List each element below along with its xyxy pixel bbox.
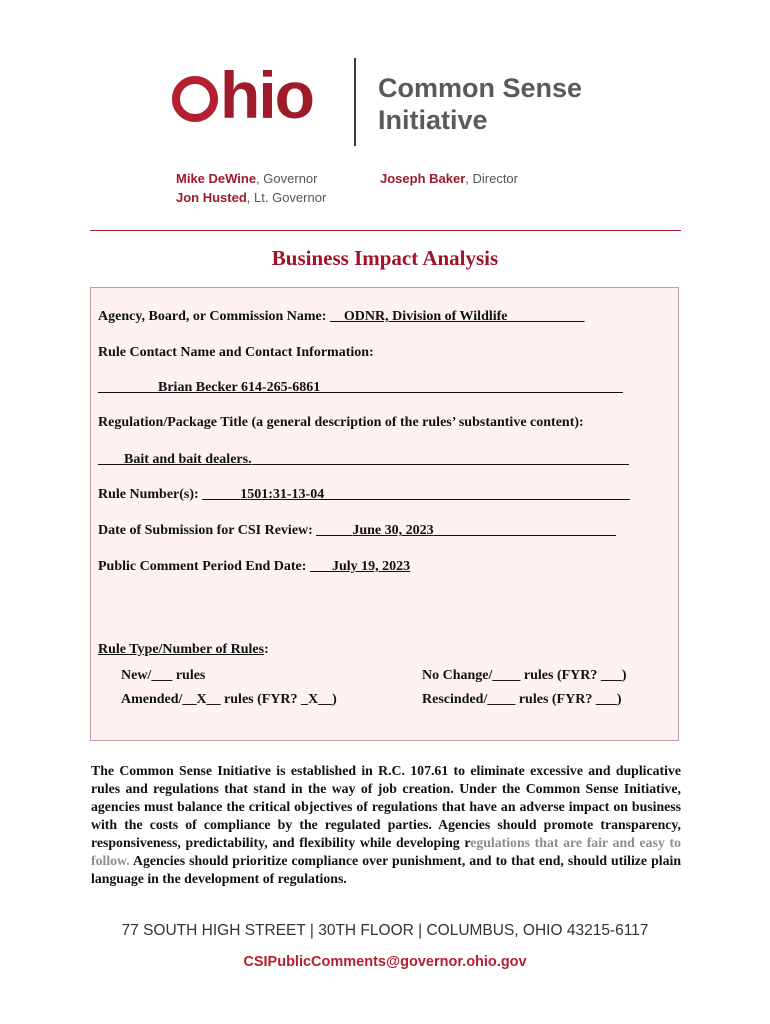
ohio-logo-text: hio bbox=[220, 58, 313, 132]
agency-label: Agency, Board, or Commission Name: bbox=[98, 309, 327, 324]
director-block bbox=[380, 169, 518, 188]
package-label: Regulation/Package Title (a general description of the rules’ substantive content): bbox=[98, 415, 584, 430]
governor-name: Mike DeWine bbox=[176, 171, 257, 186]
rule-numbers-suffix-line bbox=[324, 485, 630, 500]
submission-suffix-line bbox=[434, 521, 616, 536]
rule-numbers-field bbox=[98, 485, 630, 504]
agency-field bbox=[98, 308, 585, 326]
contact-field bbox=[98, 378, 623, 397]
package-prefix-line bbox=[98, 450, 124, 465]
governor-title: , Governor bbox=[256, 171, 318, 186]
submission-field bbox=[98, 521, 616, 540]
footer-email: CSIPublicComments@governor.ohio.gov bbox=[243, 954, 527, 970]
lt-governor-title: , Lt. Governor bbox=[246, 190, 327, 205]
comment-end-label: Public Comment Period End Date: bbox=[98, 559, 307, 574]
ohio-logo bbox=[172, 58, 313, 132]
new-rules: New/___ rules bbox=[121, 668, 206, 683]
rescinded-rules: Rescinded/____ rules (FYR? ___) bbox=[422, 692, 622, 707]
paragraph-main: The Common Sense Initiative is established in R.C. 107.61 to eliminate excessive and duplicative rules and regulations that stand in the way of job creation. Under the Common Sense Initiative, agencies must balance the critical objectives of regulations that have an adverse impact on business with the costs of compliance by the regulated parties. Agencies should promote transparency, responsiveness, predictability, and flexibility while developing r bbox=[91, 763, 681, 850]
footer-address: 77 SOUTH HIGH STREET | 30TH FLOOR | COLUMBUS, OHIO 43215-6117 bbox=[121, 922, 649, 939]
logo-divider bbox=[354, 58, 356, 146]
no-change-rules: No Change/____ rules (FYR? ___) bbox=[422, 668, 627, 683]
contact-suffix-line bbox=[320, 378, 623, 393]
lt-governor-name: Jon Husted bbox=[176, 190, 247, 205]
contact-prefix-line bbox=[98, 378, 158, 393]
amended-rules: Amended/__X__ rules (FYR? _X__) bbox=[121, 692, 337, 707]
package-value: Bait and bait dealers. bbox=[124, 452, 252, 467]
comment-end-value: July 19, 2023 bbox=[331, 559, 411, 574]
director-name: Joseph Baker bbox=[380, 171, 466, 186]
package-suffix-line bbox=[252, 450, 629, 465]
submission-prefix-line bbox=[316, 521, 352, 536]
rule-numbers-value: 1501:31-13-04 bbox=[240, 487, 325, 502]
rule-type-label: Rule Type/Number of Rules bbox=[98, 642, 265, 657]
header-rule bbox=[90, 230, 681, 231]
paragraph-faded: egulations that are fair and easy to follow. bbox=[91, 835, 681, 868]
rule-type-colon: : bbox=[264, 642, 269, 657]
rule-numbers-label: Rule Number(s): bbox=[98, 487, 199, 502]
csi-org-line1: Common Sense bbox=[378, 73, 583, 103]
governor-block bbox=[176, 169, 326, 207]
comment-end-prefix-line bbox=[310, 557, 332, 572]
agency-value bbox=[330, 309, 585, 324]
package-field bbox=[98, 450, 629, 469]
paragraph-end: Agencies should prioritize compliance over punishment, and to that end, should utilize plain language in the development of regulations. bbox=[91, 853, 681, 886]
submission-label: Date of Submission for CSI Review: bbox=[98, 523, 313, 538]
rule-type-heading bbox=[98, 641, 269, 659]
governor-line bbox=[176, 169, 326, 188]
ohio-logo-o-ring bbox=[172, 76, 218, 122]
csi-org-name bbox=[378, 72, 582, 136]
csi-description-paragraph bbox=[91, 762, 681, 888]
director-title: , Director bbox=[465, 171, 518, 186]
agency-value-text: ODNR, Division of Wildlife bbox=[343, 309, 508, 324]
comment-end-field bbox=[98, 557, 410, 576]
page-title: Business Impact Analysis bbox=[271, 246, 499, 270]
contact-value: Brian Becker 614-265-6861 bbox=[158, 380, 321, 395]
submission-value: June 30, 2023 bbox=[352, 523, 434, 538]
contact-label: Rule Contact Name and Contact Information: bbox=[98, 345, 374, 360]
rule-numbers-prefix-line bbox=[202, 485, 240, 500]
lt-governor-line bbox=[176, 188, 326, 207]
csi-org-line2: Initiative bbox=[378, 105, 488, 135]
